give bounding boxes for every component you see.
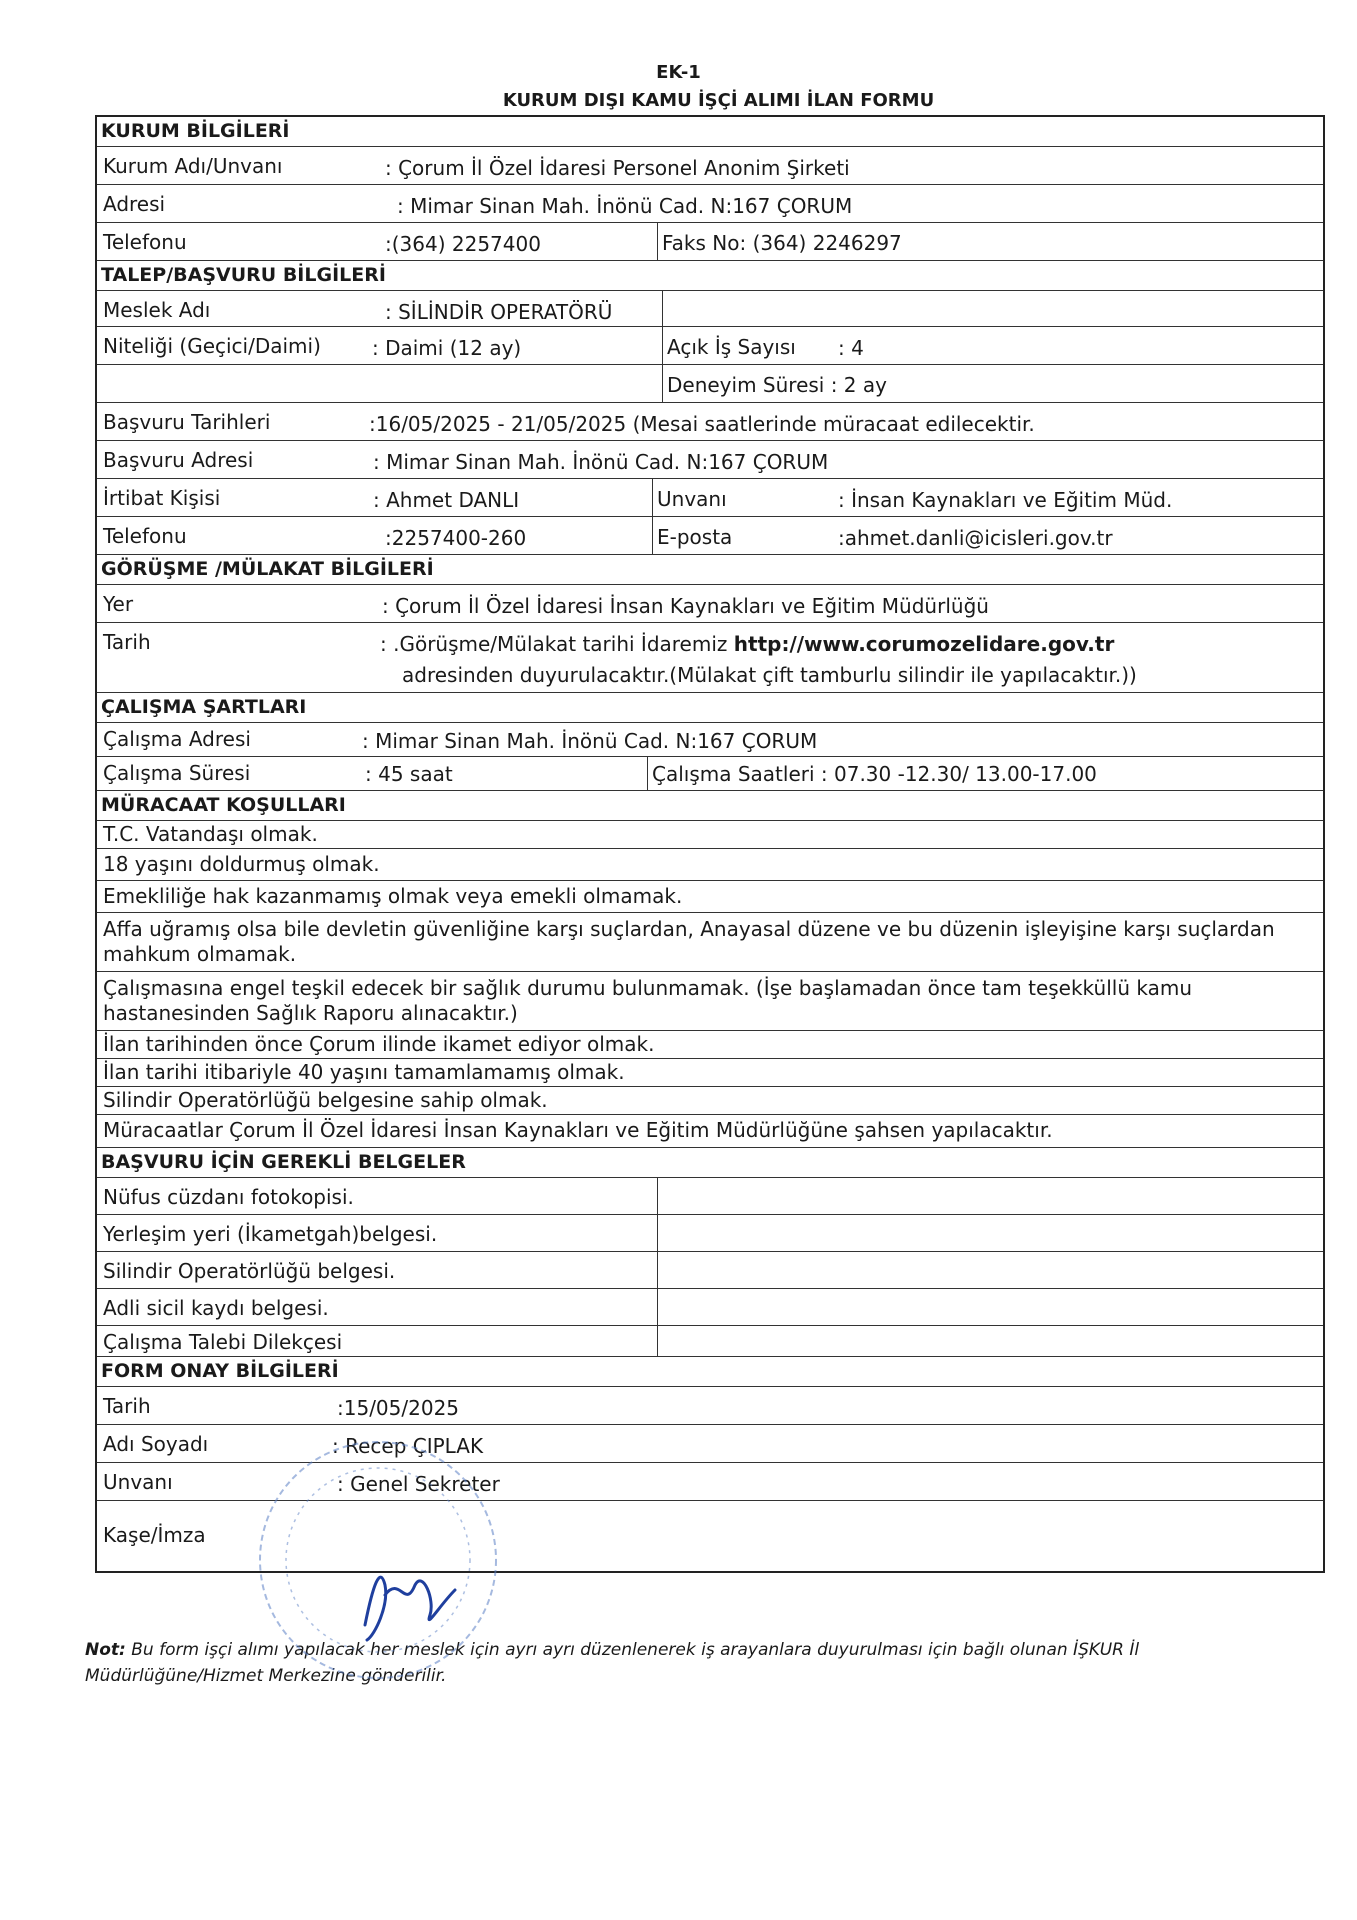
- condition-item: Silindir Operatörlüğü belgesine sahip olmak.: [97, 1087, 1323, 1115]
- contact-phone-value: :2257400-260: [385, 526, 527, 550]
- interview-date-label: Tarih: [103, 630, 151, 654]
- document-empty-cell: [657, 1252, 1323, 1288]
- kurum-phone-label: Telefonu: [103, 230, 187, 254]
- condition-item: Çalışmasına engel teşkil edecek bir sağlık durumu bulunmamak. (İşe başlamadan önce tam teşekküllü kamu hastanesinden Sağlık Raporu alınacaktır.): [97, 972, 1323, 1031]
- announcement-form: [95, 115, 1325, 1573]
- kurum-name-value: : Çorum İl Özel İdaresi Personel Anonim Şirketi: [385, 156, 850, 180]
- document-empty-cell: [657, 1215, 1323, 1251]
- section-kurum: KURUM BİLGİLERİ: [97, 117, 1323, 147]
- email-label: E-posta: [657, 525, 733, 549]
- kurum-address-value: : Mimar Sinan Mah. İnönü Cad. N:167 ÇORUM: [397, 194, 853, 218]
- openings-value: : 4: [838, 336, 864, 360]
- contact-title-value: : İnsan Kaynakları ve Eğitim Müd.: [838, 488, 1173, 512]
- row-experience: [97, 365, 1323, 403]
- contact-title-label: Unvanı: [657, 487, 727, 511]
- type-label: Niteliği (Geçici/Daimi): [103, 334, 321, 358]
- row-work-duration: [97, 757, 1323, 791]
- document-item: Yerleşim yeri (İkametgah)belgesi.: [103, 1222, 438, 1246]
- document-row: [97, 1215, 1323, 1252]
- row-app-address: [97, 441, 1323, 479]
- openings-label: Açık İş Sayısı: [667, 335, 796, 359]
- contact-value: : Ahmet DANLI: [373, 488, 520, 512]
- condition-item: Emekliliğe hak kazanmamış olmak veya emekli olmamak.: [97, 881, 1323, 913]
- approver-name-value: : Recep ÇIPLAK: [332, 1434, 484, 1458]
- condition-item: Müracaatlar Çorum İl Özel İdaresi İnsan Kaynakları ve Eğitim Müdürlüğüne şahsen yapılacaktır.: [97, 1115, 1323, 1148]
- condition-item: 18 yaşını doldurmuş olmak.: [97, 849, 1323, 881]
- kurum-address-label: Adresi: [103, 192, 166, 216]
- document-empty-cell: [657, 1289, 1323, 1325]
- contact-phone-label: Telefonu: [103, 524, 187, 548]
- interview-date-continuation: adresinden duyurulacaktır.(Mülakat çift tamburlu silindir ile yapılacaktır.)): [402, 663, 1137, 687]
- row-kurum-name: [97, 147, 1323, 185]
- section-talep: TALEP/BAŞVURU BİLGİLERİ: [97, 261, 1323, 291]
- document-item: Çalışma Talebi Dilekçesi: [103, 1330, 343, 1354]
- interview-date-text: : .Görüşme/Mülakat tarihi İdaremiz: [380, 632, 734, 656]
- place-value: : Çorum İl Özel İdaresi İnsan Kaynakları ve Eğitim Müdürlüğü: [382, 594, 989, 618]
- document-item: Adli sicil kaydı belgesi.: [103, 1296, 329, 1320]
- row-type: [97, 327, 1323, 365]
- document-empty-cell: [657, 1178, 1323, 1214]
- job-empty-cell: [662, 291, 1323, 326]
- row-interview-date: [97, 623, 1323, 693]
- row-dates: [97, 403, 1323, 441]
- annex-label: EK-1: [656, 62, 701, 83]
- document-row: [97, 1326, 1323, 1357]
- approver-name-label: Adı Soyadı: [103, 1432, 209, 1456]
- row-work-address: [97, 723, 1323, 757]
- approver-title-label: Unvanı: [103, 1470, 173, 1494]
- document-empty-cell: [657, 1326, 1323, 1356]
- experience-text: Deneyim Süresi : 2 ay: [667, 373, 887, 397]
- condition-item: İlan tarihi itibariyle 40 yaşını tamamlamamış olmak.: [97, 1059, 1323, 1087]
- work-address-value: : Mimar Sinan Mah. İnönü Cad. N:167 ÇORUM: [362, 729, 818, 753]
- row-contact: [97, 479, 1323, 517]
- kurum-phone-value: :(364) 2257400: [385, 232, 541, 256]
- section-onay: FORM ONAY BİLGİLERİ: [97, 1357, 1323, 1387]
- section-belgeler: BAŞVURU İÇİN GEREKLİ BELGELER: [97, 1148, 1323, 1178]
- job-label: Meslek Adı: [103, 298, 211, 322]
- approver-title-value: : Genel Sekreter: [337, 1472, 500, 1496]
- interview-date-value: [380, 632, 1114, 657]
- approval-date-value: :15/05/2025: [337, 1396, 460, 1420]
- app-address-value: : Mimar Sinan Mah. İnönü Cad. N:167 ÇORUM: [373, 450, 829, 474]
- document-row: [97, 1289, 1323, 1326]
- row-place: [97, 585, 1323, 623]
- kurum-name-label: Kurum Adı/Unvanı: [103, 154, 283, 178]
- app-address-label: Başvuru Adresi: [103, 448, 254, 472]
- section-gorusme: GÖRÜŞME /MÜLAKAT BİLGİLERİ: [97, 555, 1323, 585]
- work-hours-cell: [647, 757, 1323, 790]
- approval-date-label: Tarih: [103, 1394, 151, 1418]
- work-duration-label: Çalışma Süresi: [103, 761, 251, 785]
- work-hours-text: Çalışma Saatleri : 07.30 -12.30/ 13.00-17.00: [652, 762, 1097, 786]
- row-contact-phone: [97, 517, 1323, 555]
- work-duration-value: : 45 saat: [365, 762, 453, 786]
- row-approval-date: [97, 1387, 1323, 1425]
- signature-mark: [345, 1555, 475, 1655]
- condition-item: Affa uğramış olsa bile devletin güvenliğine karşı suçlardan, Anayasal düzene ve bu düzenin işleyişine karşı suçlardan mahkum olmamak.: [97, 913, 1323, 972]
- type-value: : Daimi (12 ay): [372, 336, 522, 360]
- row-job: [97, 291, 1323, 327]
- section-kosullar: MÜRACAAT KOŞULLARI: [97, 791, 1323, 821]
- row-kurum-phone: [97, 223, 1323, 261]
- row-kurum-address: [97, 185, 1323, 223]
- contact-title-cell: [652, 479, 1323, 516]
- openings-cell: [662, 327, 1323, 364]
- document-row: [97, 1252, 1323, 1289]
- document-item: Silindir Operatörlüğü belgesi.: [103, 1259, 396, 1283]
- email-value: :ahmet.danli@icisleri.gov.tr: [838, 526, 1113, 550]
- dates-value: :16/05/2025 - 21/05/2025 (Mesai saatlerinde müracaat edilecektir.: [369, 412, 1035, 436]
- dates-label: Başvuru Tarihleri: [103, 410, 271, 434]
- email-cell: [652, 517, 1323, 554]
- document-row: [97, 1178, 1323, 1215]
- note-text: Bu form işçi alımı yapılacak her meslek için ayrı ayrı düzenlenerek iş arayanlara duyurulması için bağlı olunan İŞKUR İl Müdürlüğüne/Hizmet Merkezine gönderilir.: [85, 1640, 1140, 1686]
- section-calisma: ÇALIŞMA ŞARTLARI: [97, 693, 1323, 723]
- job-value: : SİLİNDİR OPERATÖRÜ: [385, 300, 613, 324]
- fax-cell: [657, 223, 1323, 260]
- place-label: Yer: [103, 592, 134, 616]
- document-item: Nüfus cüzdanı fotokopisi.: [103, 1185, 354, 1209]
- contact-label: İrtibat Kişisi: [103, 486, 221, 510]
- experience-cell: [662, 365, 1323, 402]
- form-title: KURUM DIŞI KAMU İŞÇİ ALIMI İLAN FORMU: [502, 90, 935, 111]
- fax-text: Faks No: (364) 2246297: [662, 231, 902, 255]
- work-address-label: Çalışma Adresi: [103, 727, 251, 751]
- stamp-signature-label: Kaşe/İmza: [103, 1523, 206, 1547]
- interview-url-link[interactable]: http://www.corumozelidare.gov.tr: [733, 632, 1115, 656]
- condition-item: T.C. Vatandaşı olmak.: [97, 821, 1323, 849]
- note-label: Not:: [85, 1640, 126, 1660]
- condition-item: İlan tarihinden önce Çorum ilinde ikamet ediyor olmak.: [97, 1031, 1323, 1059]
